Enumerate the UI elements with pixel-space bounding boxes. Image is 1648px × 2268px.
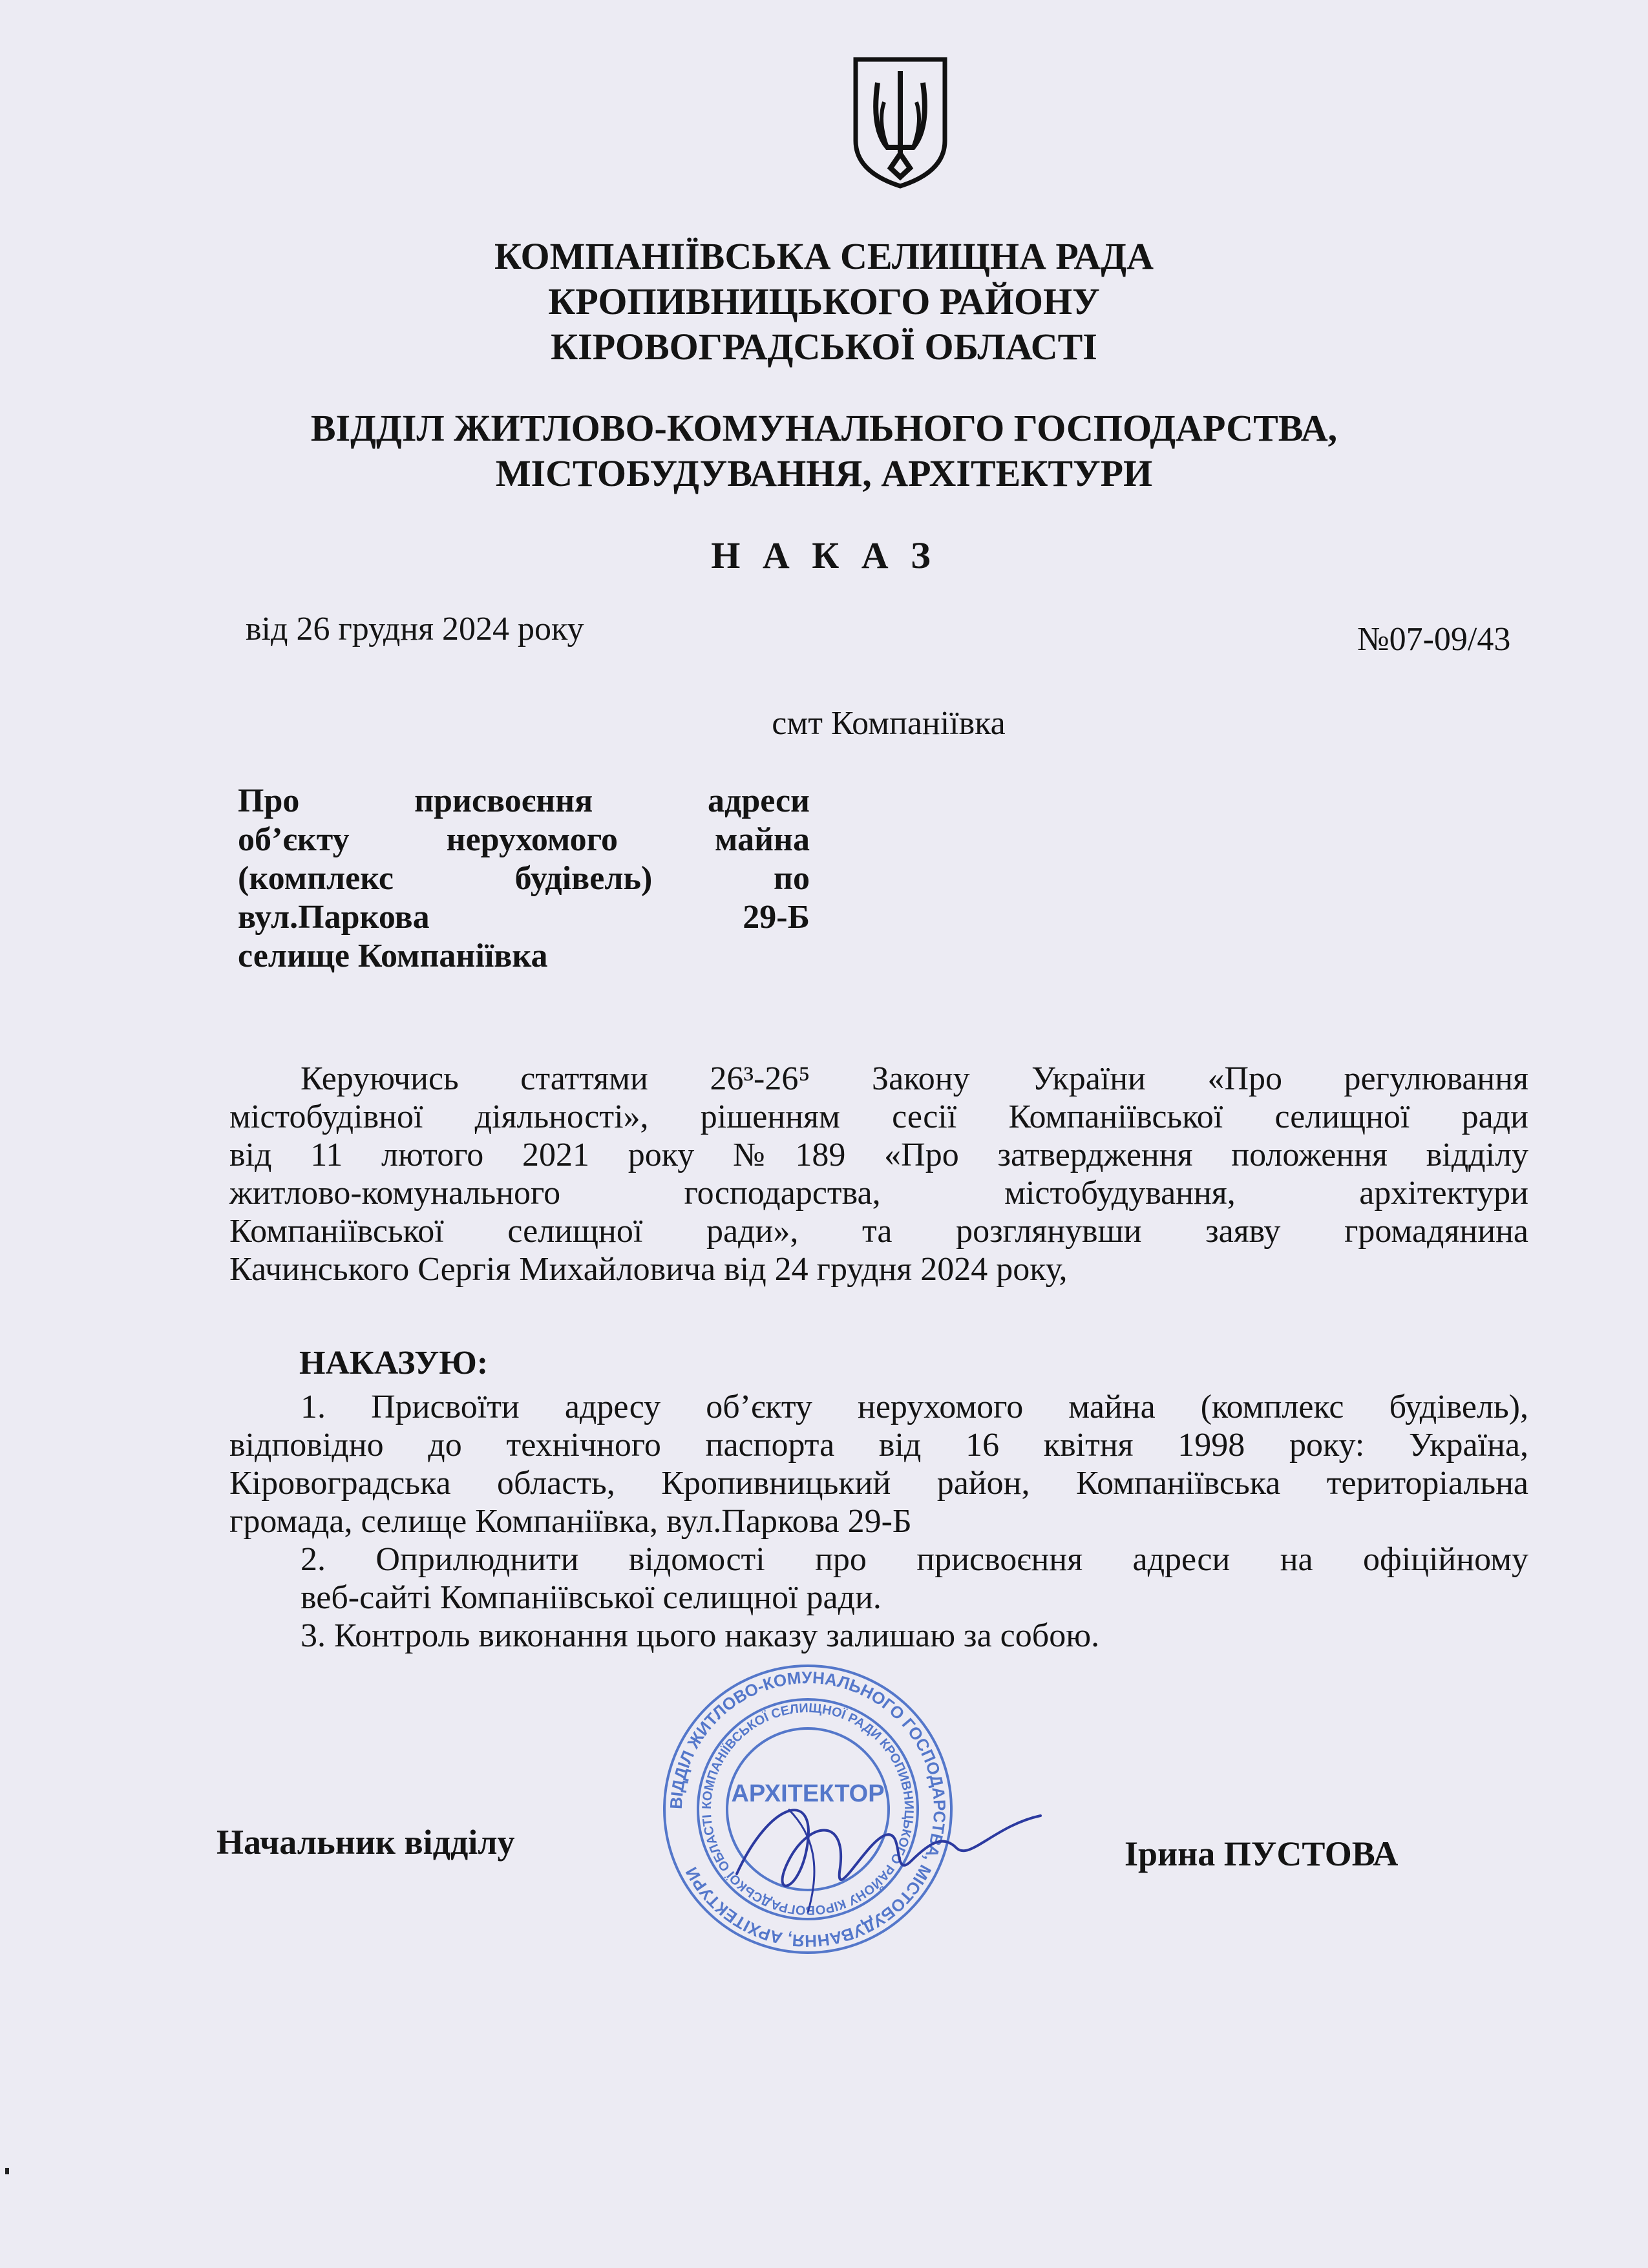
org-region-line: КІРОВОГРАДСЬКОЇ ОБЛАСТІ: [551, 326, 1097, 368]
preamble-line: Керуючись статтями 26³-26⁵ Закону України «Про регулювання: [301, 1060, 1528, 1097]
preamble-line: Компаніївської селищної ради», та розглянувши заяву громадянина: [229, 1213, 1528, 1250]
organization-header: [0, 234, 1648, 370]
subject-line: Про присвоєння адреси: [238, 782, 810, 819]
dept-line-2: МІСТОБУДУВАННЯ, АРХІТЕКТУРИ: [495, 452, 1153, 494]
order-title: Н А К А З: [711, 534, 937, 576]
order-items: [229, 1388, 1528, 1655]
order-subject: [238, 782, 810, 976]
preamble-line: житлово-комунального господарства, містобудування, архітектури: [229, 1175, 1528, 1212]
stamp-center-text: АРХІТЕКТОР: [731, 1780, 885, 1807]
stamp-outer-text: ВІДДІЛ ЖИТЛОВО-КОМУНАЛЬНОГО ГОСПОДАРСТВА, МІСТОБУДУВАННЯ, АРХІТЕКТУРИ: [666, 1667, 950, 1951]
stamp-inner-text: КОМПАНІЇВСЬКОЇ СЕЛИЩНОЇ РАДИ КРОПИВНИЦЬКОГО РАЙОНУ КІРОВОГРАДСЬКОЇ ОБЛАСТІ: [699, 1701, 916, 1918]
item-2-line: 2. Оприлюднити відомості про присвоєння адреси на офіційному: [301, 1541, 1528, 1578]
item-1-line: громада, селище Компаніївка, вул.Паркова 29-Б: [229, 1503, 912, 1540]
preamble-line: Качинського Сергія Михайловича від 24 грудня 2024 року,: [229, 1251, 1068, 1288]
org-district-line: КРОПИВНИЦЬКОГО РАЙОНУ: [548, 280, 1100, 322]
orders-heading: НАКАЗУЮ:: [299, 1345, 489, 1381]
scan-mark: [5, 2168, 9, 2174]
order-date: від 26 грудня 2024 року: [246, 611, 584, 647]
subject-line: селище Компаніївка: [238, 938, 548, 974]
preamble-line: від 11 лютого 2021 року №189 «Про затвердження положення відділу: [229, 1137, 1528, 1173]
signer-position: Начальник відділу: [217, 1823, 515, 1862]
subject-line: об’єкту нерухомого майна: [238, 821, 810, 858]
preamble-line: містобудівної діяльності», рішенням сесії Компаніївської селищної ради: [229, 1098, 1528, 1135]
dept-line-1: ВІДДІЛ ЖИТЛОВО-КОМУНАЛЬНОГО ГОСПОДАРСТВА,: [310, 407, 1338, 449]
item-1-line: 1. Присвоїти адресу об’єкту нерухомого майна (комплекс будівель),: [301, 1389, 1528, 1425]
order-number: №07-09/43: [1357, 621, 1511, 658]
signer-name: Ірина ПУСТОВА: [1125, 1834, 1399, 1873]
department-header: [0, 406, 1648, 496]
subject-line: (комплекс будівель) по: [238, 860, 810, 897]
item-1-line: Кіровоградська область, Кропивницький район, Компаніївська територіальна: [229, 1465, 1528, 1502]
preamble-paragraph: [229, 1060, 1528, 1288]
org-name-line: КОМПАНІЇВСЬКА СЕЛИЩНА РАДА: [494, 235, 1154, 277]
trident-coat-of-arms-icon: [852, 57, 949, 189]
order-place: смт Компаніївка: [772, 705, 1006, 742]
subject-line: вул.Паркова 29-Б: [238, 899, 810, 936]
item-1-line: відповідно до технічного паспорта від 16 квітня 1998 року: Україна,: [229, 1427, 1528, 1464]
item-2-line: веб-сайті Компаніївської селищної ради.: [301, 1579, 882, 1616]
handwritten-signature: [711, 1764, 1047, 1932]
item-3-line: 3. Контроль виконання цього наказу залишаю за собою.: [301, 1617, 1100, 1654]
